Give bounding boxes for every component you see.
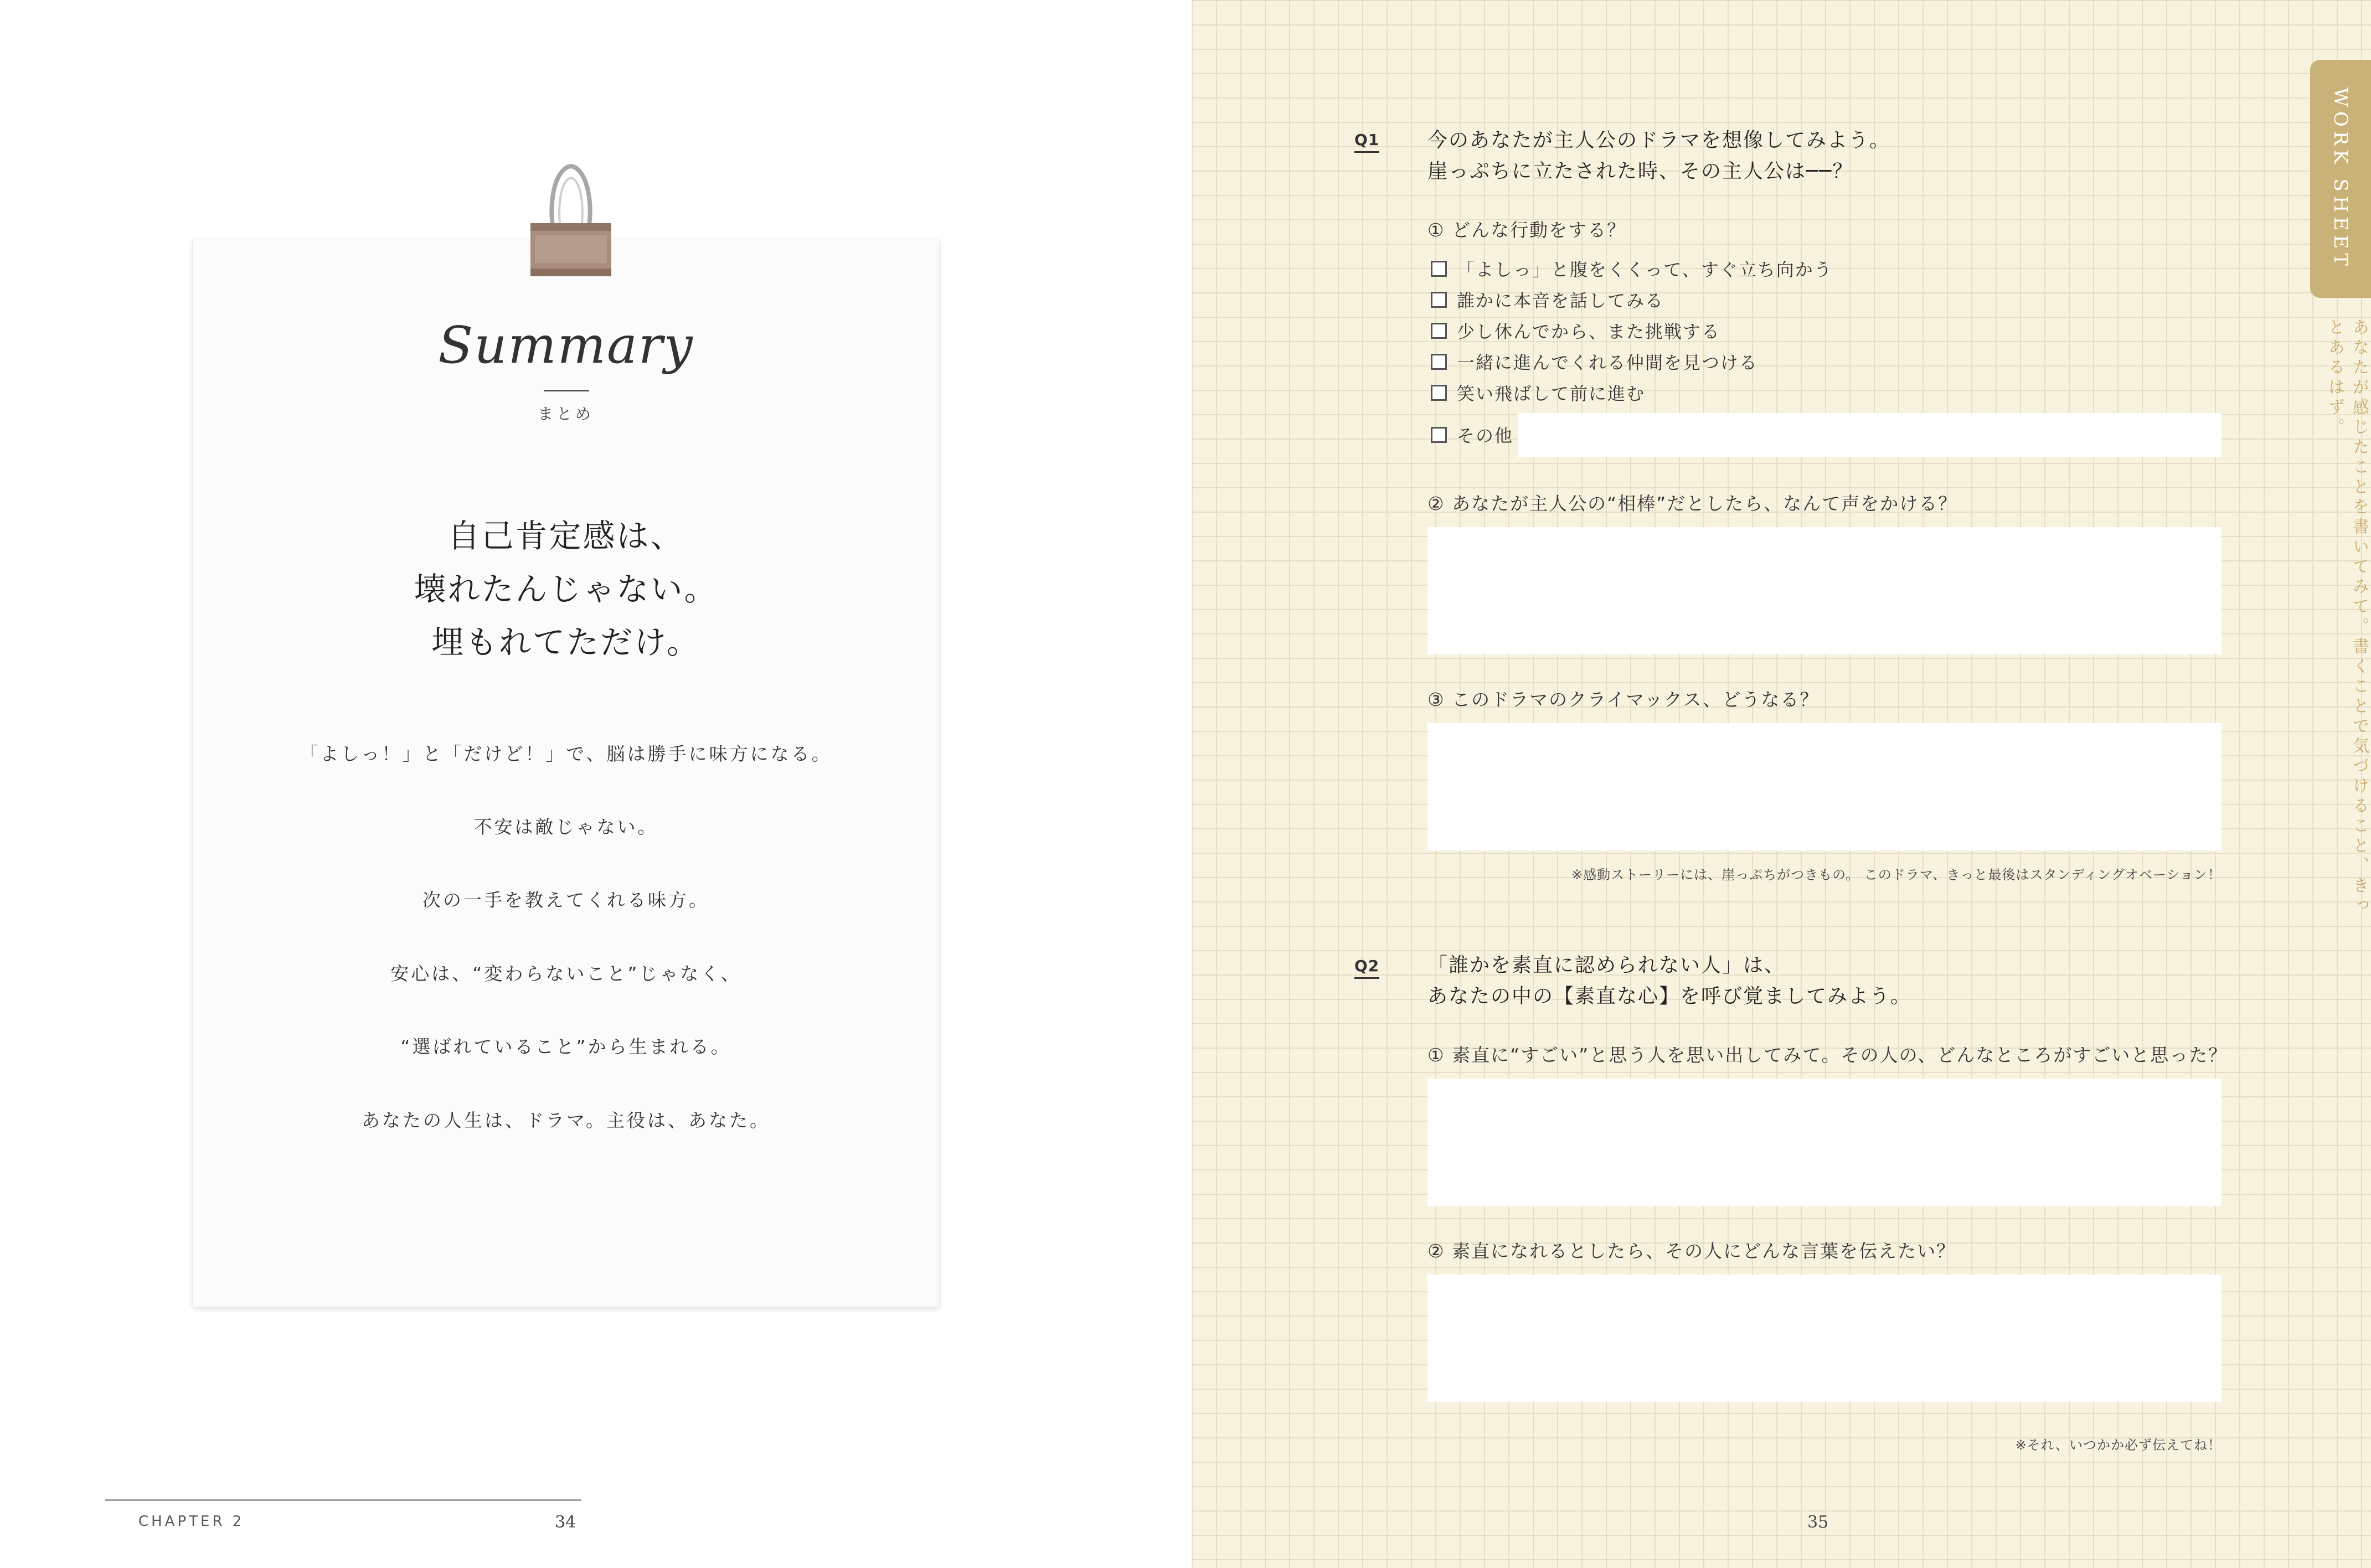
q2-label: Q2 [1354, 957, 1379, 979]
option-label: 一緒に進んでくれる仲間を見つける [1457, 352, 1759, 373]
footer-divider [105, 1499, 581, 1501]
q2-sub-question-2: ② 素直になれるとしたら、その人にどんな言葉を伝えたい？ [1427, 1240, 1956, 1262]
chapter-label: CHAPTER 2 [138, 1513, 245, 1530]
right-page-number: 35 [1807, 1513, 1829, 1532]
q1-option-2[interactable] [1431, 287, 1664, 312]
binder-clip-icon [524, 158, 618, 280]
summary-script-title: Summary [438, 316, 694, 375]
option-label: 「よしっ」と腹をくくって、すぐ立ち向かう [1457, 259, 1833, 280]
q1-answer-3-field[interactable] [1427, 723, 2221, 850]
checkbox[interactable] [1431, 385, 1447, 401]
q2-title-line-1: 「誰かを素直に認められない人」は、 [1427, 954, 1786, 977]
summary-divider [544, 390, 589, 391]
summary-line-1: 「よしっ！」と「だけど！」で、脳は勝手に味方になる。 [300, 743, 832, 765]
q1-label: Q1 [1354, 131, 1379, 153]
summary-line-2: 不安は敵じゃない。 [473, 816, 658, 838]
headline-line-1: 自己肯定感は、 [447, 517, 684, 555]
q1-title-line-1: 今のあなたが主人公のドラマを想像してみよう。 [1427, 129, 1891, 152]
summary-line-4: 安心は、“変わらないこと”じゃなく、 [390, 963, 741, 984]
q2-title-line-2: あなたの中の【素直な心】を呼び覚ましてみよう。 [1427, 985, 1912, 1008]
summary-line-3: 次の一手を教えてくれる味方。 [422, 889, 709, 911]
q2-title [1427, 950, 1911, 1012]
summary-line-6: あなたの人生は、ドラマ。主役は、あなた。 [361, 1110, 771, 1131]
option-label: 少し休んでから、また挑戦する [1457, 321, 1721, 342]
worksheet-tab-label: WORK SHEET [2329, 87, 2352, 270]
option-label: 誰かに本音を話してみる [1457, 290, 1664, 311]
q1-sub-question-3: ③ このドラマのクライマックス、どうなる？ [1427, 689, 1820, 710]
checkbox[interactable] [1431, 261, 1447, 277]
q1-answer-2-field[interactable] [1427, 527, 2221, 654]
headline-line-2: 壊れたんじゃない。 [414, 570, 718, 608]
q2-note: ※それ、いつかか必ず伝えてね！ [2015, 1437, 2221, 1453]
summary-headline [193, 509, 939, 669]
q1-option-3[interactable] [1431, 318, 1720, 343]
summary-line-5: “選ばれていること”から生まれる。 [400, 1036, 731, 1058]
q2-sub-question-1: ① 素直に“すごい”と思う人を思い出してみて。その人の、どんなところがすごいと思った？ [1427, 1044, 2228, 1066]
summary-card [193, 239, 939, 1307]
left-page-number: 34 [555, 1513, 576, 1532]
summary-subtitle: まとめ [537, 405, 594, 423]
checkbox[interactable] [1431, 427, 1447, 443]
q1-other-answer-field[interactable] [1518, 413, 2221, 457]
checkbox[interactable] [1431, 292, 1447, 308]
checkbox[interactable] [1431, 354, 1447, 370]
q1-note: ※感動ストーリーには、崖っぷちがつきもの。 このドラマ、きっと最後はスタンディングオベーション！ [1571, 867, 2221, 883]
q1-title [1427, 125, 1890, 187]
q1-title-line-2: 崖っぷちに立たされた時、その主人公は──？ [1427, 160, 1854, 183]
headline-line-3: 埋もれてただけ。 [431, 623, 700, 661]
q1-option-4[interactable] [1431, 349, 1758, 374]
q1-option-other[interactable] [1431, 422, 1513, 447]
q1-sub-question-1: ① どんな行動をする？ [1427, 219, 1627, 241]
option-label: その他 [1457, 425, 1514, 446]
q2-answer-2-field[interactable] [1427, 1275, 2221, 1402]
side-note: あなたが感じたことを書いてみて。書くことで気づけること、きっとあるはず。 [2325, 318, 2369, 916]
q2-answer-1-field[interactable] [1427, 1079, 2221, 1206]
q1-option-5[interactable] [1431, 380, 1645, 405]
checkbox[interactable] [1431, 323, 1447, 339]
q1-sub-question-2: ② あなたが主人公の“相棒”だとしたら、なんて声をかける？ [1427, 493, 1958, 514]
option-label: 笑い飛ばして前に進む [1457, 383, 1646, 404]
q1-option-1[interactable] [1431, 256, 1833, 281]
